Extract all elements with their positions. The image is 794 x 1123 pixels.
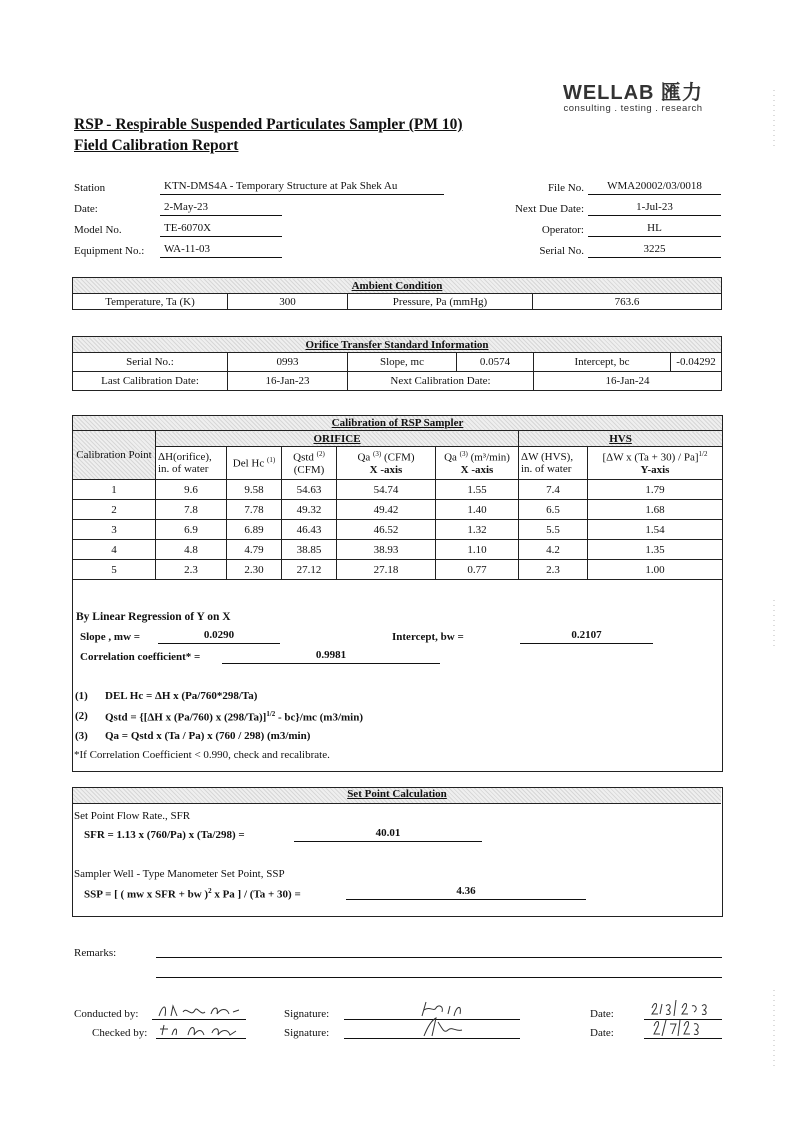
ambient-table <box>72 277 722 310</box>
pressure-value: 763.6 <box>533 294 722 310</box>
remarks-label: Remarks: <box>74 947 117 959</box>
calibration-table <box>72 415 723 580</box>
cell-dw: 2.3 <box>519 560 588 580</box>
sfr-value: 40.01 <box>294 827 482 842</box>
date-label-1: Date: <box>590 1008 614 1020</box>
col-qstd <box>282 447 337 480</box>
cell-delhc: 2.30 <box>227 560 282 580</box>
cell-point: 2 <box>73 500 156 520</box>
slope-label: Slope , mw = <box>80 631 141 643</box>
ssp-sup: 2 <box>208 887 212 895</box>
col-y-axis-l2: Y-axis <box>640 463 670 476</box>
model-label: Model No. <box>74 224 122 236</box>
os-slope-value: 0.0574 <box>457 353 534 372</box>
ssp-title: Sampler Well - Type Manometer Set Point, SSP <box>74 868 285 880</box>
equipment-label: Equipment No.: <box>74 245 145 257</box>
col-delta-h <box>156 447 227 480</box>
signature-2-handwriting <box>418 1016 468 1040</box>
operator-label: Operator: <box>541 224 584 236</box>
temperature-label: Temperature, Ta (K) <box>73 294 228 310</box>
cell-dw: 4.2 <box>519 540 588 560</box>
col-qa-m3-l1: Qa <box>444 451 457 464</box>
col-qstd-l1: Qstd <box>293 451 314 464</box>
group-hvs: HVS <box>519 431 723 447</box>
serial-label: Serial No. <box>539 245 584 257</box>
os-next-cal-value: 16-Jan-24 <box>534 372 722 391</box>
calibration-heading: Calibration of RSP Sampler <box>73 416 723 431</box>
orifice-standard-heading: Orifice Transfer Standard Information <box>73 337 722 353</box>
col-y-axis-sup: 1/2 <box>698 450 708 459</box>
cell-qstd: 54.63 <box>282 480 337 500</box>
cell-delhc: 6.89 <box>227 520 282 540</box>
col-qa-m3 <box>436 447 519 480</box>
col-calibration-point: Calibration Point <box>73 431 156 480</box>
col-qa-m3-unit: (m³/min) <box>470 451 510 464</box>
cell-qa-cfm: 38.93 <box>337 540 436 560</box>
remarks-line-1 <box>156 957 722 958</box>
cell-qa-cfm: 27.18 <box>337 560 436 580</box>
cell-qa-m3: 0.77 <box>436 560 519 580</box>
col-qa-cfm-l1: Qa <box>357 451 371 464</box>
cell-dw: 6.5 <box>519 500 588 520</box>
equipment-value: WA-11-03 <box>160 243 282 258</box>
cell-point: 4 <box>73 540 156 560</box>
serial-value: 3225 <box>588 243 721 258</box>
correlation-value: 0.9981 <box>222 649 440 664</box>
station-label: Station <box>74 182 106 194</box>
cell-point: 1 <box>73 480 156 500</box>
checked-by-handwriting <box>158 1021 244 1039</box>
ssp-formula-a: SSP = [ ( mw x SFR + bw ) <box>84 888 209 901</box>
cell-qstd: 38.85 <box>282 540 337 560</box>
table-row <box>73 500 723 520</box>
date-line-2 <box>644 1038 722 1039</box>
col-delta-w-l1: ΔW (HVS), <box>521 451 574 463</box>
os-last-cal-value: 16-Jan-23 <box>228 372 348 391</box>
date-value: 2-May-23 <box>160 201 282 216</box>
cell-dh: 9.6 <box>156 480 227 500</box>
col-delta-h-l2: in. of water <box>158 463 209 475</box>
col-delta-h-l1: ΔH(orifice), <box>158 451 212 463</box>
cell-dh: 4.8 <box>156 540 227 560</box>
model-value: TE-6070X <box>160 222 282 237</box>
col-delta-w-l2: in. of water <box>521 463 572 475</box>
file-label: File No. <box>547 182 584 194</box>
col-y-axis-l1: [ΔW x (Ta + 30) / Pa] <box>602 451 699 464</box>
logo-chinese: 匯力 <box>661 82 704 104</box>
cell-point: 5 <box>73 560 156 580</box>
os-serial-value: 0993 <box>228 353 348 372</box>
col-del-hc <box>227 447 282 480</box>
col-y-axis <box>588 447 723 480</box>
file-value: WMA20002/03/0018 <box>588 180 721 195</box>
cell-y: 1.79 <box>588 480 723 500</box>
col-delta-w <box>519 447 588 480</box>
col-qstd-sup: (2) <box>316 450 325 459</box>
col-qa-cfm-l2: X -axis <box>369 463 403 476</box>
signature-label-1: Signature: <box>284 1008 330 1020</box>
conducted-by-handwriting <box>155 1000 245 1020</box>
report-title: RSP - Respirable Suspended Particulates Sampler (PM 10) <box>74 116 463 133</box>
cell-qstd: 46.43 <box>282 520 337 540</box>
cell-delhc: 9.58 <box>227 480 282 500</box>
company-logo <box>548 76 718 114</box>
cell-qa-m3: 1.32 <box>436 520 519 540</box>
col-qa-cfm-sup: (3) <box>373 450 382 459</box>
station-value: KTN-DMS4A - Temporary Structure at Pak Shek Au <box>160 180 444 195</box>
ssp-formula <box>84 887 301 901</box>
col-qa-m3-sup: (3) <box>459 450 468 459</box>
cell-qa-cfm: 54.74 <box>337 480 436 500</box>
col-qa-cfm <box>337 447 436 480</box>
sfr-title: Set Point Flow Rate., SFR <box>74 810 191 822</box>
cell-dw: 5.5 <box>519 520 588 540</box>
formula-2-b: - bc}/mc (m3/min) <box>275 711 363 724</box>
cell-delhc: 4.79 <box>227 540 282 560</box>
table-row <box>73 480 723 500</box>
formula-2-a: Qstd = {[ΔH x (Pa/760) x (298/Ta)] <box>105 711 267 724</box>
col-qa-m3-l2: X -axis <box>460 463 494 476</box>
cell-qstd: 27.12 <box>282 560 337 580</box>
table-row <box>73 560 723 580</box>
os-slope-label: Slope, mc <box>348 353 457 372</box>
cell-qa-m3: 1.55 <box>436 480 519 500</box>
formula-3-number: (3) <box>75 730 88 742</box>
correlation-note: *If Correlation Coefficient < 0.990, check and recalibrate. <box>74 749 330 761</box>
intercept-value: 0.2107 <box>520 629 653 644</box>
cell-qa-m3: 1.40 <box>436 500 519 520</box>
formula-1-number: (1) <box>75 690 88 702</box>
setpoint-heading: Set Point Calculation <box>73 788 721 804</box>
col-qstd-l2: (CFM) <box>293 463 325 476</box>
formula-2-sup: 1/2 <box>266 710 276 718</box>
checked-by-label: Checked by: <box>92 1027 148 1039</box>
ssp-value: 4.36 <box>346 885 586 900</box>
report-subtitle: Field Calibration Report <box>74 137 239 154</box>
formula-1: DEL Hc = ΔH x (Pa/760*298/Ta) <box>105 690 258 702</box>
next-due-label: Next Due Date: <box>514 203 584 215</box>
os-last-cal-label: Last Calibration Date: <box>73 372 228 391</box>
col-del-hc-sup: (1) <box>267 456 276 465</box>
orifice-standard-table <box>72 336 722 391</box>
cell-dh: 7.8 <box>156 500 227 520</box>
cell-y: 1.35 <box>588 540 723 560</box>
slope-value: 0.0290 <box>158 629 280 644</box>
os-intercept-value: -0.04292 <box>671 353 722 372</box>
scan-edge-marks <box>770 90 778 1070</box>
os-serial-label: Serial No.: <box>73 353 228 372</box>
remarks-line-2 <box>156 977 722 978</box>
cell-y: 1.54 <box>588 520 723 540</box>
col-qa-cfm-unit: (CFM) <box>383 451 415 464</box>
date-1-handwriting <box>648 996 720 1018</box>
cell-dh: 6.9 <box>156 520 227 540</box>
ssp-formula-b: x Pa ] / (Ta + 30) = <box>211 888 301 901</box>
cell-qa-cfm: 49.42 <box>337 500 436 520</box>
ambient-heading: Ambient Condition <box>73 278 722 294</box>
col-del-hc-l1: Del Hc <box>232 457 265 470</box>
cell-dw: 7.4 <box>519 480 588 500</box>
cell-qa-m3: 1.10 <box>436 540 519 560</box>
date-label: Date: <box>74 203 98 215</box>
conducted-by-label: Conducted by: <box>74 1008 139 1020</box>
intercept-label: Intercept, bw = <box>392 631 464 643</box>
cell-delhc: 7.78 <box>227 500 282 520</box>
table-row <box>73 520 723 540</box>
cell-y: 1.00 <box>588 560 723 580</box>
formula-2-number: (2) <box>75 710 88 722</box>
group-orifice: ORIFICE <box>156 431 519 447</box>
cell-y: 1.68 <box>588 500 723 520</box>
sfr-formula: SFR = 1.13 x (760/Pa) x (Ta/298) = <box>84 829 245 841</box>
regression-heading: By Linear Regression of Y on X <box>76 611 231 623</box>
cell-qa-cfm: 46.52 <box>337 520 436 540</box>
next-due-value: 1-Jul-23 <box>588 201 721 216</box>
pressure-label: Pressure, Pa (mmHg) <box>348 294 533 310</box>
date-2-handwriting <box>650 1016 714 1038</box>
table-row <box>73 540 723 560</box>
signature-label-2: Signature: <box>284 1027 330 1039</box>
logo-name: WELLAB <box>562 82 655 104</box>
operator-value: HL <box>588 222 721 237</box>
cell-dh: 2.3 <box>156 560 227 580</box>
cell-point: 3 <box>73 520 156 540</box>
date-label-2: Date: <box>590 1027 614 1039</box>
temperature-value: 300 <box>228 294 348 310</box>
logo-tagline: consulting . testing . research <box>563 103 703 114</box>
cell-qstd: 49.32 <box>282 500 337 520</box>
formula-2 <box>105 710 363 724</box>
os-intercept-label: Intercept, bc <box>534 353 671 372</box>
correlation-label: Correlation coefficient* = <box>80 651 201 663</box>
os-next-cal-label: Next Calibration Date: <box>348 372 534 391</box>
formula-3: Qa = Qstd x (Ta / Pa) x (760 / 298) (m3/min) <box>105 730 311 742</box>
